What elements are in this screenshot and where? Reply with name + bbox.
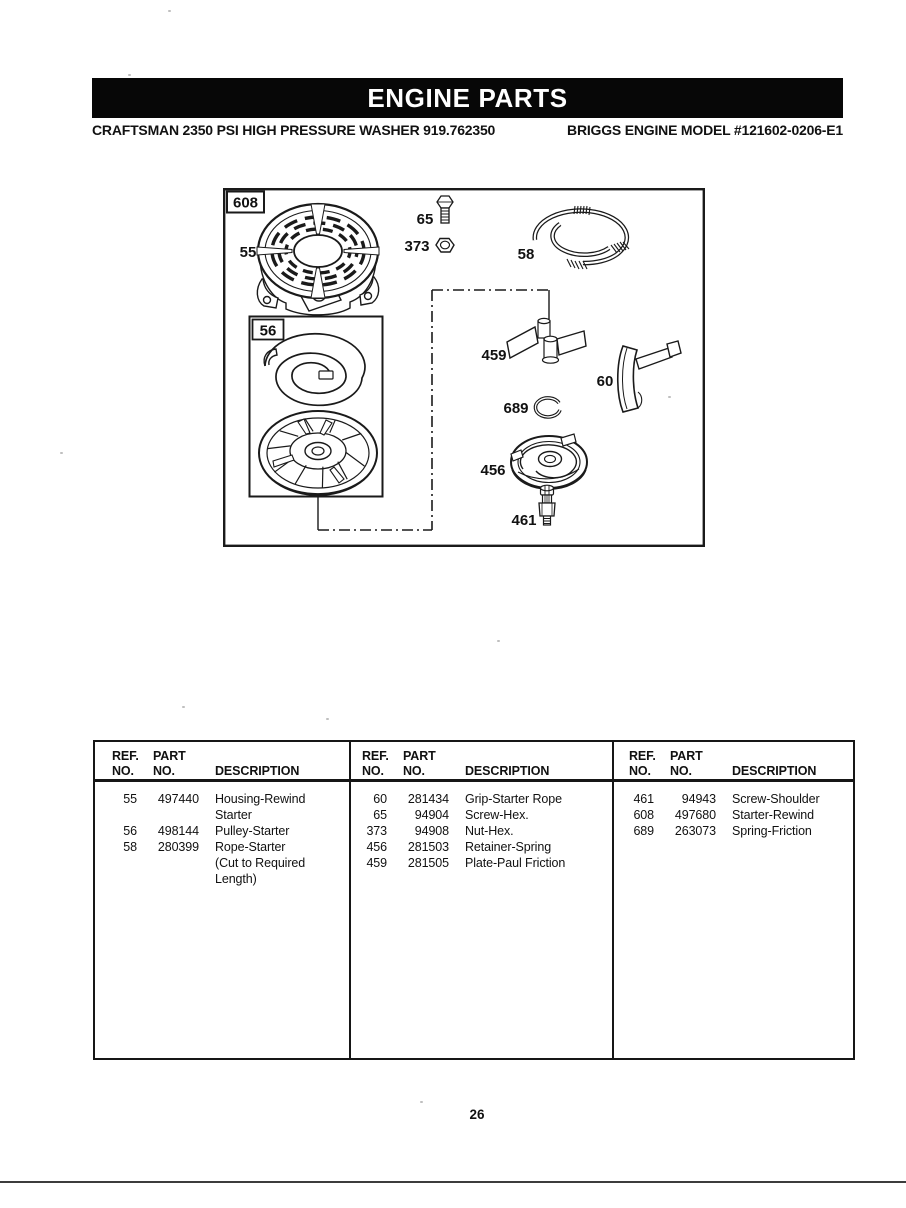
callout-459: 459 bbox=[481, 347, 507, 364]
part-no-cell bbox=[137, 807, 199, 823]
ref-no-cell: 689 bbox=[633, 824, 654, 838]
pawl-plate-drawing bbox=[507, 318, 586, 363]
scan-speck bbox=[326, 718, 329, 720]
part-no-cell: 497440 bbox=[157, 792, 199, 806]
model-subtitle-left: CRAFTSMAN 2350 PSI HIGH PRESSURE WASHER 919.762350 bbox=[92, 122, 496, 138]
description-cell: Nut-Hex. bbox=[465, 824, 514, 838]
part-no-cell: 281505 bbox=[407, 856, 449, 870]
description-cell: Grip-Starter Rope bbox=[465, 792, 562, 806]
rope-coil-drawing bbox=[535, 206, 629, 269]
subtitle-row bbox=[92, 122, 843, 138]
description-cell: Pulley-Starter bbox=[215, 824, 290, 838]
table-header bbox=[614, 742, 853, 782]
table-body bbox=[614, 782, 853, 839]
spring-retainer-drawing bbox=[511, 434, 587, 489]
part-no-cell: 94943 bbox=[681, 792, 716, 806]
table-body bbox=[351, 782, 612, 871]
table-row bbox=[95, 839, 349, 855]
description-cell: Plate-Paul Friction bbox=[465, 856, 566, 870]
table-body bbox=[95, 782, 349, 887]
table-row bbox=[351, 839, 612, 855]
part-no-cell: 498144 bbox=[157, 824, 199, 838]
header-desc: DESCRIPTION bbox=[465, 764, 550, 778]
parts-table-column-2 bbox=[349, 742, 612, 1058]
callout-689: 689 bbox=[503, 400, 529, 417]
description-cell: (Cut to Required bbox=[215, 856, 306, 870]
callout-60: 60 bbox=[596, 373, 614, 390]
table-row bbox=[351, 823, 612, 839]
parts-table-column-3 bbox=[612, 742, 853, 1058]
ref-no-cell: 55 bbox=[123, 792, 137, 806]
header-desc bbox=[732, 749, 853, 764]
table-row bbox=[95, 791, 349, 807]
table-row bbox=[614, 791, 853, 807]
ref-no-cell: 459 bbox=[366, 856, 387, 870]
scan-speck bbox=[420, 1101, 423, 1103]
part-no-cell: 497680 bbox=[674, 808, 716, 822]
table-header bbox=[351, 742, 612, 782]
description-cell: Retainer-Spring bbox=[465, 840, 552, 854]
callout-56: 56 bbox=[259, 322, 277, 340]
ref-no-cell bbox=[107, 855, 137, 871]
table-row bbox=[95, 807, 349, 823]
description-cell: Screw-Shoulder bbox=[732, 792, 820, 806]
callout-373: 373 bbox=[404, 238, 430, 255]
header-part: PART bbox=[403, 749, 436, 763]
scan-speck bbox=[182, 706, 185, 708]
table-row bbox=[351, 807, 612, 823]
table-row bbox=[351, 791, 612, 807]
header-part: PART bbox=[153, 749, 186, 763]
header-desc bbox=[215, 749, 349, 764]
header-desc: DESCRIPTION bbox=[215, 764, 300, 778]
callout-65: 65 bbox=[416, 211, 434, 228]
title-bar bbox=[92, 78, 843, 118]
bottom-rule bbox=[0, 1181, 906, 1183]
table-row bbox=[614, 823, 853, 839]
table-header bbox=[95, 742, 349, 782]
header-part: NO. bbox=[153, 764, 175, 778]
header-ref: NO. bbox=[112, 764, 134, 778]
scan-speck bbox=[128, 74, 131, 76]
header-part: NO. bbox=[670, 764, 692, 778]
header-part: NO. bbox=[403, 764, 425, 778]
part-no-cell: 263073 bbox=[674, 824, 716, 838]
description-cell: Rope-Starter bbox=[215, 840, 286, 854]
ref-no-cell: 461 bbox=[633, 792, 654, 806]
part-no-cell bbox=[137, 855, 199, 871]
screw-hex-drawing bbox=[437, 196, 453, 223]
ref-no-cell: 456 bbox=[366, 840, 387, 854]
scan-speck bbox=[497, 640, 500, 642]
rewind-spring-drawing bbox=[264, 334, 365, 406]
ref-no-cell: 60 bbox=[373, 792, 387, 806]
callout-55: 55 bbox=[239, 244, 257, 261]
header-ref: REF. bbox=[112, 749, 139, 763]
starter-grip-drawing bbox=[618, 341, 681, 412]
parts-diagram-svg bbox=[223, 188, 705, 547]
part-no-cell: 281434 bbox=[407, 792, 449, 806]
description-cell: Spring-Friction bbox=[732, 824, 812, 838]
callout-608: 608 bbox=[232, 194, 259, 212]
ref-no-cell bbox=[107, 871, 137, 887]
callout-58: 58 bbox=[517, 246, 535, 263]
parts-diagram bbox=[223, 188, 705, 547]
part-no-cell: 94904 bbox=[414, 808, 449, 822]
starter-pulley-drawing bbox=[259, 411, 377, 530]
ref-no-cell: 56 bbox=[123, 824, 137, 838]
header-desc: DESCRIPTION bbox=[732, 764, 817, 778]
part-no-cell bbox=[137, 871, 199, 887]
scan-speck bbox=[60, 452, 63, 454]
ref-no-cell: 373 bbox=[366, 824, 387, 838]
parts-table-column-1 bbox=[95, 742, 349, 1058]
callout-461: 461 bbox=[511, 512, 537, 529]
callout-456: 456 bbox=[480, 462, 506, 479]
header-ref: NO. bbox=[362, 764, 384, 778]
ref-no-cell bbox=[107, 807, 137, 823]
table-row bbox=[614, 807, 853, 823]
ref-no-cell: 608 bbox=[633, 808, 654, 822]
part-no-cell: 280399 bbox=[157, 840, 199, 854]
shoulder-screw-drawing bbox=[539, 485, 555, 525]
friction-spring-drawing bbox=[535, 398, 560, 417]
description-cell: Screw-Hex. bbox=[465, 808, 529, 822]
parts-table bbox=[93, 740, 855, 1060]
description-cell: Starter-Rewind bbox=[732, 808, 814, 822]
part-no-cell: 94908 bbox=[414, 824, 449, 838]
table-row bbox=[95, 871, 349, 887]
header-ref: REF. bbox=[362, 749, 389, 763]
part-no-cell: 281503 bbox=[407, 840, 449, 854]
nut-hex-drawing bbox=[436, 239, 454, 253]
page-title: ENGINE PARTS bbox=[367, 83, 568, 113]
model-subtitle-right: BRIGGS ENGINE MODEL #121602-0206-E1 bbox=[567, 122, 843, 138]
description-cell: Housing-Rewind bbox=[215, 792, 306, 806]
ref-no-cell: 65 bbox=[373, 808, 387, 822]
header-ref: NO. bbox=[629, 764, 651, 778]
header-ref: REF. bbox=[629, 749, 656, 763]
description-cell: Starter bbox=[215, 808, 252, 822]
header-desc bbox=[465, 749, 612, 764]
header-part: PART bbox=[670, 749, 703, 763]
description-cell: Length) bbox=[215, 872, 257, 886]
page-number: 26 bbox=[469, 1107, 485, 1122]
table-row bbox=[95, 855, 349, 871]
scan-speck bbox=[668, 396, 671, 398]
starter-housing-drawing bbox=[257, 204, 379, 315]
ref-no-cell: 58 bbox=[123, 840, 137, 854]
scan-speck bbox=[168, 10, 171, 12]
table-row bbox=[351, 855, 612, 871]
table-row bbox=[95, 823, 349, 839]
